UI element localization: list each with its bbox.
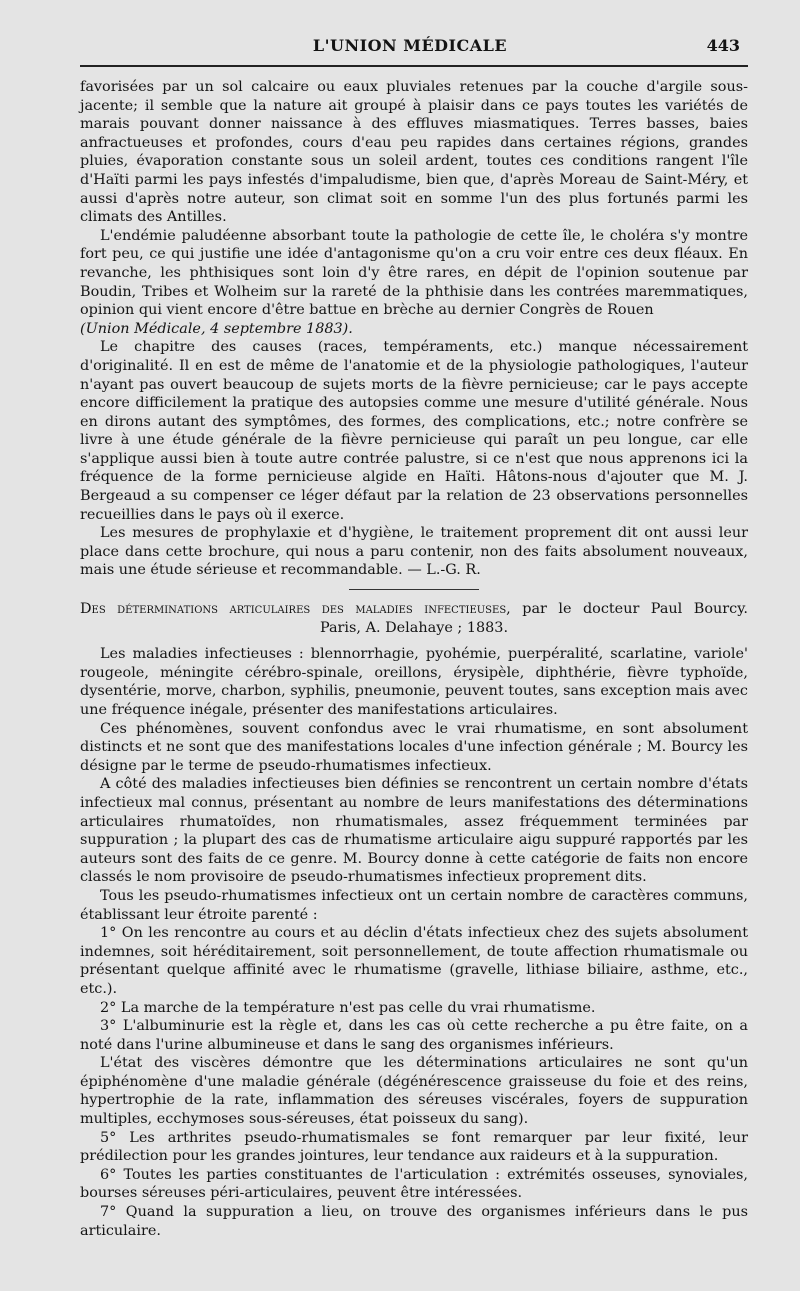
paragraph: L'état des viscères démontre que les déterminations articulaires ne sont qu'un épiphénomène d'une maladie générale (dégénérescence graisseuse du foie et des reins, hypertrophie de la rate, inflammation des séreuses viscérales, foyers de suppuration multiples, ecchymoses sous-séreuses, état poisseux du sang).	[80, 1055, 748, 1128]
running-title: L'UNION MÉDICALE	[312, 36, 508, 55]
paragraph-citation	[80, 320, 748, 339]
page-number: 443	[706, 36, 740, 55]
review-title-lead: Des déterminations articulaires des maladies infectieuses,	[80, 601, 511, 618]
paragraph: 5° Les arthrites pseudo-rhumatismales se font remarquer par leur fixité, leur prédilection pour les grandes jointures, leur tendance aux raideurs et à la suppuration.	[80, 1129, 748, 1165]
review-title	[80, 600, 748, 637]
citation: (Union Médicale, 4 septembre 1883).	[80, 320, 353, 337]
paragraph: 1° On les rencontre au cours et au déclin d'états infectieux chez des sujets absolument indemnes, soit héréditairement, soit personnellement, de toute affection rhumatismale ou présentant quelque affinité avec le rhumatisme (gravelle, lithiase biliaire, asthme, etc., etc.).	[80, 925, 748, 997]
paragraph: Le chapitre des causes (races, tempéraments, etc.) manque nécessairement d'originalité. Il en est de même de l'anatomie et de la physiologie pathologiques, l'auteur n'ayant pas ouvert beaucoup de sujets morts de la fièvre pernicieuse; car le pays accepte encore difficilement la pratique des autopsies comme une mesure d'utilité générale. Nous en dirons autant des symptômes, des formes, des complications, etc.; notre confrère se livre à une étude générale de la fièvre pernicieuse qui paraît un peu longue, car elle s'applique aussi bien à toute autre contrée palustre, si ce n'est que nous apprenons ici la fréquence de la forme pernicieuse algide en Haïti. Hâtons-nous d'ajouter que M. J. Bergeaud a su compenser ce léger défaut par la relation de 23 observations personnelles recueillies dans le pays où il exerce.	[80, 339, 748, 523]
review-title-line	[80, 600, 748, 619]
paragraph: L'endémie paludéenne absorbant toute la pathologie de cette île, le choléra s'y montre fort peu, ce qui justifie une idée d'antagonisme qu'on a cru voir entre ces deux fléaux. En revanche, les phthisiques sont loin d'y être rares, en dépit de l'opinion soutenue par Boudin, Tribes et Wolheim sur la rareté de la phthisie dans les contrées maremmatiques, opinion qui vient encore d'être battue en brèche au dernier Congrès de Rouen	[80, 227, 748, 319]
section-separator	[349, 589, 479, 590]
paragraph: 2° La marche de la température n'est pas celle du vrai rhumatisme.	[100, 999, 596, 1016]
paragraph: Tous les pseudo-rhumatismes infectieux ont un certain nombre de caractères communs, établissant leur étroite parenté :	[80, 887, 748, 923]
paragraph: Les maladies infectieuses : blennorrhagie, pyohémie, puerpéralité, scarlatine, variole' rougeole, méningite cérébro-spinale, oreillons, érysipèle, diphthérie, fièvre typhoïde, dysentérie, morve, charbon, syphilis, pneumonie, peuvent toutes, sans exception mais avec une fréquence inégale, présenter des manifestations articulaires.	[80, 646, 748, 718]
paragraph: 3° L'albuminurie est la règle et, dans les cas où cette recherche a pu être faite, on a noté dans l'urine albumineuse et dans le sang des organismes inférieurs.	[80, 1018, 748, 1053]
page-header	[80, 36, 740, 58]
paragraph: favorisées par un sol calcaire ou eaux pluviales retenues par la couche d'argile sous-jacente; il semble que la nature ait groupé à plaisir dans ce pays toutes les variétés de marais pouvant donner naissance à des effluves miasmatiques. Terres basses, baies anfractueuses et profondes, cours d'eau peu rapides dans certaines régions, grandes pluies, évaporation constante sous un soleil ardent, toutes ces conditions rangent l'île d'Haïti parmi les pays infestés d'impaludisme, bien que, d'après Moreau de Saint-Méry, et aussi d'après notre auteur, son climat soit en somme l'un des plus fortunés parmi les climats des Antilles.	[80, 79, 748, 226]
review-author: par le docteur Paul Bourcy.	[522, 601, 748, 618]
paragraph: Ces phénomènes, souvent confondus avec le vrai rhumatisme, en sont absolument distincts et ne sont que des manifestations locales d'une infection générale ; M. Bourcy les désigne par le terme de pseudo-rhumatismes infectieux.	[80, 720, 748, 774]
paragraph: 7° Quand la suppuration a lieu, on trouve des organismes inférieurs dans le pus articulaire.	[80, 1204, 748, 1239]
paragraph: 6° Toutes les parties constituantes de l'articulation : extrémités osseuses, synoviales, bourses séreuses péri-articulaires, peuvent être intéressées.	[80, 1166, 748, 1202]
header-rule	[80, 65, 748, 67]
review-imprint: Paris, A. Delahaye ; 1883.	[319, 619, 509, 636]
text-body	[80, 78, 748, 1240]
paragraph: A côté des maladies infectieuses bien définies se rencontrent un certain nombre d'états infectieux mal connus, présentant au nombre de leurs manifestations des déterminations articulaires rhumatoïdes, non rhumatismales, assez fréquemment terminées par suppuration ; la plupart des cas de rhumatisme articulaire aigu suppuré rapportés par les auteurs sont des faits de ce genre. M. Bourcy donne à cette catégorie de faits non encore classés le nom provisoire de pseudo-rhumatismes infectieux proprement dits.	[80, 776, 748, 886]
paragraph-signed: Les mesures de prophylaxie et d'hygiène, le traitement proprement dit ont aussi leur place dans cette brochure, qui nous a paru contenir, non des faits absolument nouveaux, mais une étude sérieuse et recommandable. — L.-G. R.	[80, 525, 748, 579]
